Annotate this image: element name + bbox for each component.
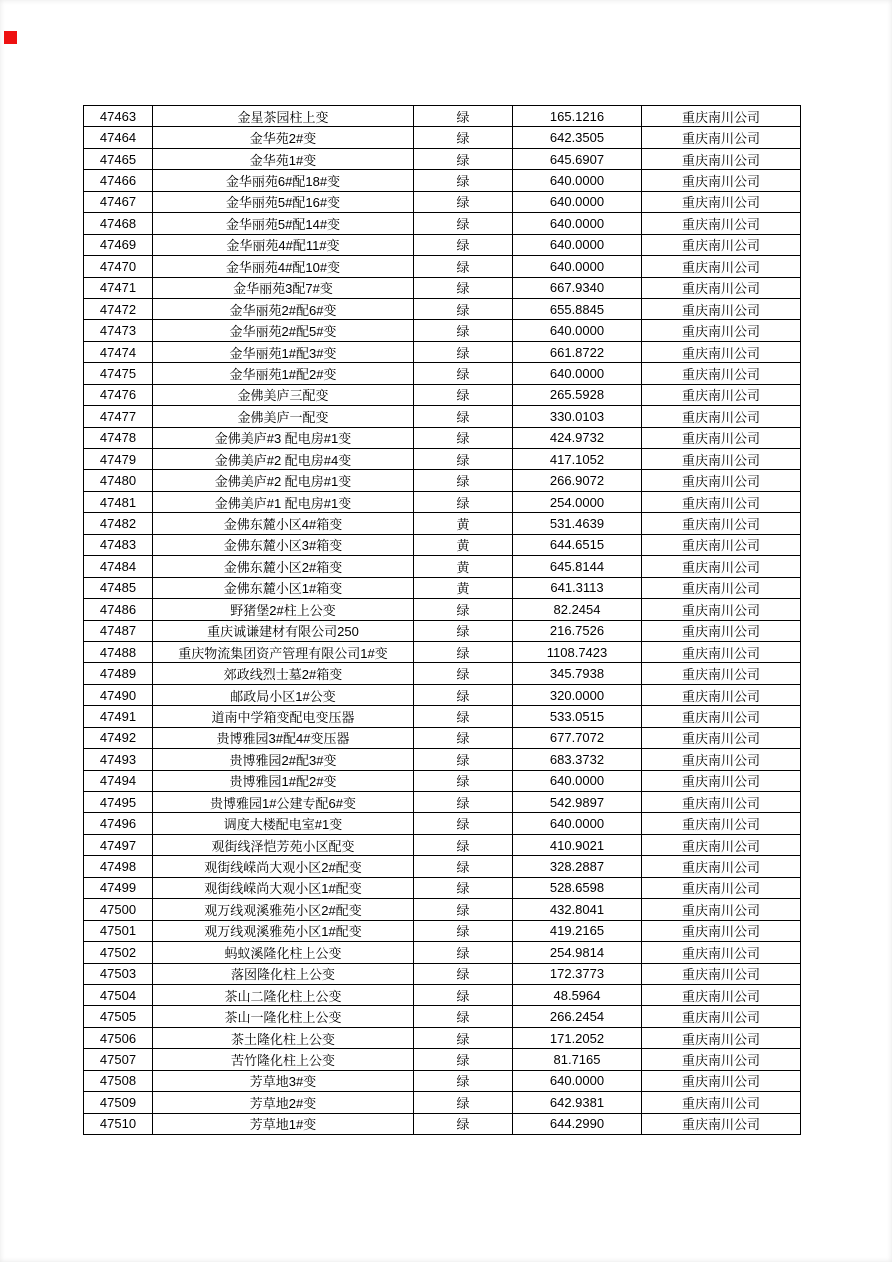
status-cell: 绿 [414, 449, 513, 470]
station-name-cell: 落囡隆化柱上公变 [153, 963, 414, 984]
company-cell: 重庆南川公司 [642, 834, 801, 855]
value-cell: 640.0000 [513, 813, 642, 834]
row-id-cell: 47467 [84, 191, 153, 212]
value-cell: 328.2887 [513, 856, 642, 877]
table-row [84, 749, 801, 770]
station-name-cell: 金佛美庐#3 配电房#1变 [153, 427, 414, 448]
station-name-cell: 芳草地2#变 [153, 1092, 414, 1113]
company-cell: 重庆南川公司 [642, 427, 801, 448]
company-cell: 重庆南川公司 [642, 1006, 801, 1027]
company-cell: 重庆南川公司 [642, 620, 801, 641]
status-cell: 绿 [414, 1113, 513, 1134]
value-cell: 330.0103 [513, 406, 642, 427]
status-cell: 绿 [414, 277, 513, 298]
status-cell: 绿 [414, 899, 513, 920]
value-cell: 81.7165 [513, 1049, 642, 1070]
status-cell: 绿 [414, 427, 513, 448]
table-row [84, 406, 801, 427]
company-cell: 重庆南川公司 [642, 1070, 801, 1091]
company-cell: 重庆南川公司 [642, 749, 801, 770]
company-cell: 重庆南川公司 [642, 491, 801, 512]
value-cell: 528.6598 [513, 877, 642, 898]
company-cell: 重庆南川公司 [642, 277, 801, 298]
table-row [84, 620, 801, 641]
table-row [84, 1049, 801, 1070]
station-name-cell: 芳草地3#变 [153, 1070, 414, 1091]
row-id-cell: 47464 [84, 127, 153, 148]
value-cell: 640.0000 [513, 770, 642, 791]
table-row [84, 170, 801, 191]
value-cell: 640.0000 [513, 1070, 642, 1091]
table-row [84, 148, 801, 169]
status-cell: 绿 [414, 792, 513, 813]
status-cell: 绿 [414, 491, 513, 512]
company-cell: 重庆南川公司 [642, 1092, 801, 1113]
station-name-cell: 金佛东麓小区4#箱变 [153, 513, 414, 534]
company-cell: 重庆南川公司 [642, 899, 801, 920]
station-name-cell: 芳草地1#变 [153, 1113, 414, 1134]
row-id-cell: 47470 [84, 256, 153, 277]
table-row [84, 899, 801, 920]
status-cell: 黄 [414, 556, 513, 577]
company-cell: 重庆南川公司 [642, 792, 801, 813]
table-row [84, 427, 801, 448]
value-cell: 644.2990 [513, 1113, 642, 1134]
row-id-cell: 47478 [84, 427, 153, 448]
row-id-cell: 47465 [84, 148, 153, 169]
value-cell: 48.5964 [513, 984, 642, 1005]
status-cell: 绿 [414, 1027, 513, 1048]
station-name-cell: 调度大楼配电室#1变 [153, 813, 414, 834]
value-cell: 655.8845 [513, 298, 642, 319]
value-cell: 82.2454 [513, 599, 642, 620]
status-cell: 绿 [414, 170, 513, 191]
value-cell: 542.9897 [513, 792, 642, 813]
row-id-cell: 47480 [84, 470, 153, 491]
row-id-cell: 47497 [84, 834, 153, 855]
table-row [84, 556, 801, 577]
value-cell: 640.0000 [513, 191, 642, 212]
value-cell: 640.0000 [513, 363, 642, 384]
company-cell: 重庆南川公司 [642, 920, 801, 941]
company-cell: 重庆南川公司 [642, 813, 801, 834]
row-id-cell: 47498 [84, 856, 153, 877]
table-row [84, 1113, 801, 1134]
company-cell: 重庆南川公司 [642, 856, 801, 877]
value-cell: 320.0000 [513, 684, 642, 705]
station-name-cell: 茶土隆化柱上公变 [153, 1027, 414, 1048]
row-id-cell: 47482 [84, 513, 153, 534]
row-id-cell: 47484 [84, 556, 153, 577]
row-id-cell: 47490 [84, 684, 153, 705]
company-cell: 重庆南川公司 [642, 770, 801, 791]
row-id-cell: 47476 [84, 384, 153, 405]
company-cell: 重庆南川公司 [642, 256, 801, 277]
row-id-cell: 47501 [84, 920, 153, 941]
value-cell: 265.5928 [513, 384, 642, 405]
value-cell: 254.0000 [513, 491, 642, 512]
table-row [84, 770, 801, 791]
table-row [84, 834, 801, 855]
status-cell: 绿 [414, 148, 513, 169]
company-cell: 重庆南川公司 [642, 1027, 801, 1048]
value-cell: 667.9340 [513, 277, 642, 298]
status-cell: 绿 [414, 620, 513, 641]
row-id-cell: 47477 [84, 406, 153, 427]
status-cell: 黄 [414, 534, 513, 555]
station-name-cell: 金佛美庐#2 配电房#4变 [153, 449, 414, 470]
table-row [84, 491, 801, 512]
table-row [84, 191, 801, 212]
value-cell: 424.9732 [513, 427, 642, 448]
company-cell: 重庆南川公司 [642, 942, 801, 963]
company-cell: 重庆南川公司 [642, 191, 801, 212]
row-id-cell: 47487 [84, 620, 153, 641]
status-cell: 绿 [414, 770, 513, 791]
transformer-data-table [83, 105, 801, 1135]
row-id-cell: 47489 [84, 663, 153, 684]
table-row [84, 1027, 801, 1048]
table-row [84, 684, 801, 705]
row-id-cell: 47483 [84, 534, 153, 555]
station-name-cell: 金华丽苑5#配16#变 [153, 191, 414, 212]
company-cell: 重庆南川公司 [642, 534, 801, 555]
table-row [84, 234, 801, 255]
station-name-cell: 观街线嵘尚大观小区2#配变 [153, 856, 414, 877]
row-id-cell: 47506 [84, 1027, 153, 1048]
station-name-cell: 野猪堡2#柱上公变 [153, 599, 414, 620]
value-cell: 345.7938 [513, 663, 642, 684]
status-cell: 绿 [414, 984, 513, 1005]
value-cell: 641.3113 [513, 577, 642, 598]
table-row [84, 513, 801, 534]
row-id-cell: 47500 [84, 899, 153, 920]
row-id-cell: 47469 [84, 234, 153, 255]
row-id-cell: 47473 [84, 320, 153, 341]
station-name-cell: 观万线观溪雅苑小区1#配变 [153, 920, 414, 941]
table-row [84, 706, 801, 727]
row-id-cell: 47481 [84, 491, 153, 512]
table-row [84, 449, 801, 470]
station-name-cell: 郊政线烈士墓2#箱变 [153, 663, 414, 684]
red-corner-marker [4, 31, 17, 44]
station-name-cell: 金华丽苑4#配10#变 [153, 256, 414, 277]
company-cell: 重庆南川公司 [642, 320, 801, 341]
table-row [84, 963, 801, 984]
status-cell: 绿 [414, 363, 513, 384]
status-cell: 绿 [414, 706, 513, 727]
row-id-cell: 47507 [84, 1049, 153, 1070]
table-row [84, 1070, 801, 1091]
status-cell: 绿 [414, 813, 513, 834]
row-id-cell: 47485 [84, 577, 153, 598]
table-row [84, 1006, 801, 1027]
table-row [84, 384, 801, 405]
table-row [84, 363, 801, 384]
status-cell: 绿 [414, 599, 513, 620]
status-cell: 绿 [414, 256, 513, 277]
company-cell: 重庆南川公司 [642, 213, 801, 234]
row-id-cell: 47494 [84, 770, 153, 791]
company-cell: 重庆南川公司 [642, 599, 801, 620]
value-cell: 642.9381 [513, 1092, 642, 1113]
company-cell: 重庆南川公司 [642, 234, 801, 255]
status-cell: 绿 [414, 1049, 513, 1070]
value-cell: 165.1216 [513, 106, 642, 127]
value-cell: 645.8144 [513, 556, 642, 577]
company-cell: 重庆南川公司 [642, 963, 801, 984]
company-cell: 重庆南川公司 [642, 406, 801, 427]
row-id-cell: 47495 [84, 792, 153, 813]
company-cell: 重庆南川公司 [642, 1049, 801, 1070]
status-cell: 绿 [414, 406, 513, 427]
table-row [84, 341, 801, 362]
station-name-cell: 贵博雅园1#公建专配6#变 [153, 792, 414, 813]
row-id-cell: 47496 [84, 813, 153, 834]
status-cell: 绿 [414, 877, 513, 898]
table-row [84, 942, 801, 963]
table-row [84, 856, 801, 877]
row-id-cell: 47502 [84, 942, 153, 963]
company-cell: 重庆南川公司 [642, 663, 801, 684]
status-cell: 绿 [414, 663, 513, 684]
table-row [84, 599, 801, 620]
status-cell: 绿 [414, 856, 513, 877]
row-id-cell: 47471 [84, 277, 153, 298]
station-name-cell: 金华丽苑1#配2#变 [153, 363, 414, 384]
table-row [84, 663, 801, 684]
company-cell: 重庆南川公司 [642, 641, 801, 662]
value-cell: 417.1052 [513, 449, 642, 470]
status-cell: 绿 [414, 1092, 513, 1113]
station-name-cell: 重庆诚谦建材有限公司250 [153, 620, 414, 641]
status-cell: 绿 [414, 684, 513, 705]
row-id-cell: 47479 [84, 449, 153, 470]
table-row [84, 106, 801, 127]
station-name-cell: 邮政局小区1#公变 [153, 684, 414, 705]
table-row [84, 984, 801, 1005]
table-row [84, 813, 801, 834]
row-id-cell: 47491 [84, 706, 153, 727]
row-id-cell: 47510 [84, 1113, 153, 1134]
station-name-cell: 金佛美庐一配变 [153, 406, 414, 427]
table-row [84, 127, 801, 148]
status-cell: 绿 [414, 1070, 513, 1091]
station-name-cell: 贵博雅园3#配4#变压器 [153, 727, 414, 748]
table-row [84, 877, 801, 898]
company-cell: 重庆南川公司 [642, 556, 801, 577]
company-cell: 重庆南川公司 [642, 684, 801, 705]
value-cell: 432.8041 [513, 899, 642, 920]
station-name-cell: 金星茶园柱上变 [153, 106, 414, 127]
company-cell: 重庆南川公司 [642, 470, 801, 491]
company-cell: 重庆南川公司 [642, 170, 801, 191]
status-cell: 绿 [414, 834, 513, 855]
row-id-cell: 47492 [84, 727, 153, 748]
company-cell: 重庆南川公司 [642, 298, 801, 319]
value-cell: 419.2165 [513, 920, 642, 941]
station-name-cell: 观万线观溪雅苑小区2#配变 [153, 899, 414, 920]
row-id-cell: 47509 [84, 1092, 153, 1113]
station-name-cell: 金华苑1#变 [153, 148, 414, 169]
status-cell: 绿 [414, 341, 513, 362]
row-id-cell: 47472 [84, 298, 153, 319]
value-cell: 645.6907 [513, 148, 642, 169]
status-cell: 绿 [414, 234, 513, 255]
value-cell: 216.7526 [513, 620, 642, 641]
table-row [84, 577, 801, 598]
table-row [84, 298, 801, 319]
table-row [84, 1092, 801, 1113]
row-id-cell: 47468 [84, 213, 153, 234]
status-cell: 绿 [414, 384, 513, 405]
value-cell: 172.3773 [513, 963, 642, 984]
table-row [84, 320, 801, 341]
company-cell: 重庆南川公司 [642, 877, 801, 898]
station-name-cell: 茶山二隆化柱上公变 [153, 984, 414, 1005]
station-name-cell: 金佛美庐#1 配电房#1变 [153, 491, 414, 512]
status-cell: 绿 [414, 641, 513, 662]
table-row [84, 213, 801, 234]
station-name-cell: 金华丽苑3配7#变 [153, 277, 414, 298]
company-cell: 重庆南川公司 [642, 577, 801, 598]
table-row [84, 920, 801, 941]
value-cell: 644.6515 [513, 534, 642, 555]
value-cell: 677.7072 [513, 727, 642, 748]
value-cell: 640.0000 [513, 256, 642, 277]
station-name-cell: 金佛美庐#2 配电房#1变 [153, 470, 414, 491]
table-row [84, 534, 801, 555]
status-cell: 绿 [414, 727, 513, 748]
station-name-cell: 苦竹隆化柱上公变 [153, 1049, 414, 1070]
row-id-cell: 47475 [84, 363, 153, 384]
company-cell: 重庆南川公司 [642, 1113, 801, 1134]
value-cell: 266.2454 [513, 1006, 642, 1027]
row-id-cell: 47488 [84, 641, 153, 662]
company-cell: 重庆南川公司 [642, 513, 801, 534]
station-name-cell: 金华丽苑2#配6#变 [153, 298, 414, 319]
value-cell: 1108.7423 [513, 641, 642, 662]
row-id-cell: 47504 [84, 984, 153, 1005]
status-cell: 绿 [414, 942, 513, 963]
row-id-cell: 47503 [84, 963, 153, 984]
status-cell: 绿 [414, 106, 513, 127]
status-cell: 绿 [414, 920, 513, 941]
station-name-cell: 金佛美庐三配变 [153, 384, 414, 405]
status-cell: 绿 [414, 963, 513, 984]
value-cell: 683.3732 [513, 749, 642, 770]
station-name-cell: 茶山一隆化柱上公变 [153, 1006, 414, 1027]
station-name-cell: 金佛东麓小区1#箱变 [153, 577, 414, 598]
station-name-cell: 金华丽苑4#配11#变 [153, 234, 414, 255]
status-cell: 绿 [414, 213, 513, 234]
row-id-cell: 47474 [84, 341, 153, 362]
row-id-cell: 47463 [84, 106, 153, 127]
value-cell: 640.0000 [513, 320, 642, 341]
station-name-cell: 金华丽苑6#配18#变 [153, 170, 414, 191]
station-name-cell: 金华丽苑1#配3#变 [153, 341, 414, 362]
table-row [84, 277, 801, 298]
value-cell: 642.3505 [513, 127, 642, 148]
status-cell: 绿 [414, 470, 513, 491]
table-body [84, 106, 801, 1135]
row-id-cell: 47505 [84, 1006, 153, 1027]
status-cell: 绿 [414, 191, 513, 212]
row-id-cell: 47466 [84, 170, 153, 191]
station-name-cell: 贵博雅园2#配3#变 [153, 749, 414, 770]
station-name-cell: 重庆物流集团资产管理有限公司1#变 [153, 641, 414, 662]
station-name-cell: 金华苑2#变 [153, 127, 414, 148]
company-cell: 重庆南川公司 [642, 363, 801, 384]
station-name-cell: 金佛东麓小区2#箱变 [153, 556, 414, 577]
station-name-cell: 观街线嵘尚大观小区1#配变 [153, 877, 414, 898]
table-row [84, 470, 801, 491]
value-cell: 640.0000 [513, 170, 642, 191]
company-cell: 重庆南川公司 [642, 127, 801, 148]
company-cell: 重庆南川公司 [642, 384, 801, 405]
company-cell: 重庆南川公司 [642, 727, 801, 748]
company-cell: 重庆南川公司 [642, 984, 801, 1005]
station-name-cell: 蚂蚁溪隆化柱上公变 [153, 942, 414, 963]
table-row [84, 727, 801, 748]
value-cell: 254.9814 [513, 942, 642, 963]
table-row [84, 792, 801, 813]
station-name-cell: 金华丽苑2#配5#变 [153, 320, 414, 341]
row-id-cell: 47499 [84, 877, 153, 898]
value-cell: 533.0515 [513, 706, 642, 727]
station-name-cell: 观街线泽恺芳苑小区配变 [153, 834, 414, 855]
status-cell: 绿 [414, 1006, 513, 1027]
station-name-cell: 金佛东麓小区3#箱变 [153, 534, 414, 555]
value-cell: 640.0000 [513, 213, 642, 234]
company-cell: 重庆南川公司 [642, 706, 801, 727]
value-cell: 410.9021 [513, 834, 642, 855]
table-row [84, 641, 801, 662]
value-cell: 640.0000 [513, 234, 642, 255]
status-cell: 绿 [414, 127, 513, 148]
company-cell: 重庆南川公司 [642, 148, 801, 169]
value-cell: 531.4639 [513, 513, 642, 534]
status-cell: 绿 [414, 320, 513, 341]
value-cell: 266.9072 [513, 470, 642, 491]
value-cell: 661.8722 [513, 341, 642, 362]
status-cell: 绿 [414, 298, 513, 319]
company-cell: 重庆南川公司 [642, 341, 801, 362]
station-name-cell: 道南中学箱变配电变压器 [153, 706, 414, 727]
station-name-cell: 金华丽苑5#配14#变 [153, 213, 414, 234]
station-name-cell: 贵博雅园1#配2#变 [153, 770, 414, 791]
company-cell: 重庆南川公司 [642, 106, 801, 127]
row-id-cell: 47508 [84, 1070, 153, 1091]
value-cell: 171.2052 [513, 1027, 642, 1048]
status-cell: 黄 [414, 577, 513, 598]
status-cell: 绿 [414, 749, 513, 770]
table-row [84, 256, 801, 277]
row-id-cell: 47493 [84, 749, 153, 770]
status-cell: 黄 [414, 513, 513, 534]
row-id-cell: 47486 [84, 599, 153, 620]
company-cell: 重庆南川公司 [642, 449, 801, 470]
